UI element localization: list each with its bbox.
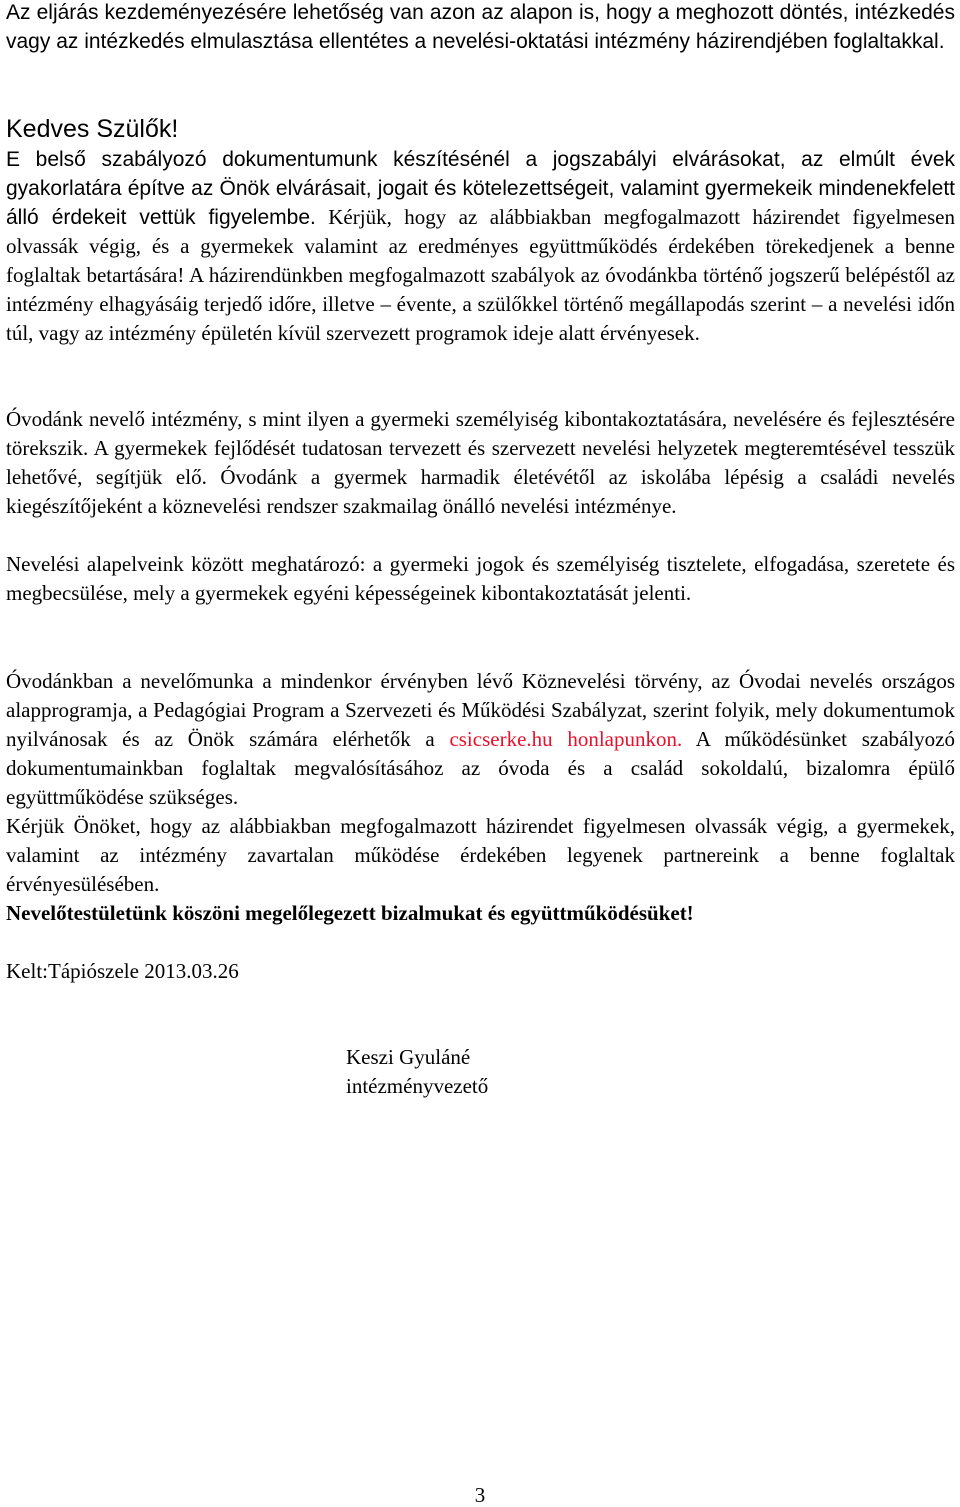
paragraph-documents bbox=[6, 667, 955, 812]
paragraph-institution: Óvodánk nevelő intézmény, s mint ilyen a gyermeki személyiség kibontakoztatására, nevelésére és fejlesztésére törekszik. A gyermekek fejlődését tudatosan tervezett és szervezett nevelési helyzetek megteremtésével tesszük lehetővé, segítjük elő. Óvodánk a gyermek harmadik életévétől az iskolába lépésig a családi nevelés kiegészítőjeként a köznevelési rendszer szakmailag önálló nevelési intézménye. bbox=[6, 407, 955, 518]
paragraph-request: Kérjük Önöket, hogy az alábbiakban megfogalmazott házirendet figyelmesen olvassák végig, a gyermekek, valamint az intézmény zavartalan működése érdekében legyenek partnereink a benne foglaltak érvényesülésében. bbox=[6, 814, 955, 896]
intro-paragraph: Az eljárás kezdeményezésére lehetőség van azon az alapon is, hogy a meghozott döntés, intézkedés vagy az intézkedés elmulasztása ellentétes a nevelési-oktatási intézmény házirendjében foglaltakkal. bbox=[6, 1, 955, 53]
paragraph-principles: Nevelési alapelveink között meghatározó: a gyermeki jogok és személyiség tisztelete, elfogadása, szeretete és megbecsülése, mely a gyermekek egyéni képességeinek kibontakoztatását jelenti. bbox=[6, 552, 955, 605]
paragraph-regulation bbox=[6, 145, 955, 348]
greeting-heading: Kedves Szülők! bbox=[6, 115, 179, 143]
paragraph-regulation-serif: Kérjük, hogy az alábbiakban megfogalmazott házirendet figyelmesen olvassák végig, és a gyermekek valamint az eredményes együttműködés érdekében törekedjenek a benne foglaltak betartására! A házirendünkben megfogalmazott szabályok az óvodánkba történő jogszerű belépéstől az intézmény elhagyásáig terjedő időre, illetve – évente, a szülőkkel történő megállapodás szerint – a nevelési időn túl, vagy az intézmény épületén kívül szervezett programok ideje alatt érvényesek. bbox=[6, 205, 955, 345]
signature-block bbox=[346, 1043, 488, 1101]
signature-name: Keszi Gyuláné bbox=[346, 1045, 471, 1069]
closing-statement: Nevelőtestületünk köszöni megelőlegezett bizalmukat és együttműködésüket! bbox=[6, 901, 694, 925]
signature-title: intézményvezető bbox=[346, 1074, 489, 1098]
date-line: Kelt:Tápiószele 2013.03.26 bbox=[6, 959, 239, 983]
paragraph-regulation-sans: E belső szabályozó dokumentumunk készítésénél a jogszabályi elvárásokat, az elmúlt évek gyakorlatára építve az Önök elvárásait, jogait és kötelezettségeit, valamint gyermekeik mindenekfelett álló érdekeit vettük figyelembe. bbox=[6, 148, 955, 229]
paragraph-documents-text: Óvodánkban a nevelőmunka a mindenkor érvényben lévő Köznevelési törvény, az Óvodai nevelés országos alapprogramja, a Pedagógiai Program a Szervezeti és Működési Szabályzat, szerint folyik, mely dokumentumok nyilvánosak és az Önök számára elérhetők a bbox=[6, 669, 955, 751]
paragraph-documents-text-end: A működésünket szabályozó dokumentumainkban foglaltak megvalósításához az óvoda és a család sokoldalú, bizalomra épülő együttműködése szükséges. bbox=[6, 727, 955, 809]
page-number: 3 bbox=[474, 1483, 486, 1507]
website-link[interactable]: csicserke.hu honlapunkon. bbox=[449, 727, 683, 751]
